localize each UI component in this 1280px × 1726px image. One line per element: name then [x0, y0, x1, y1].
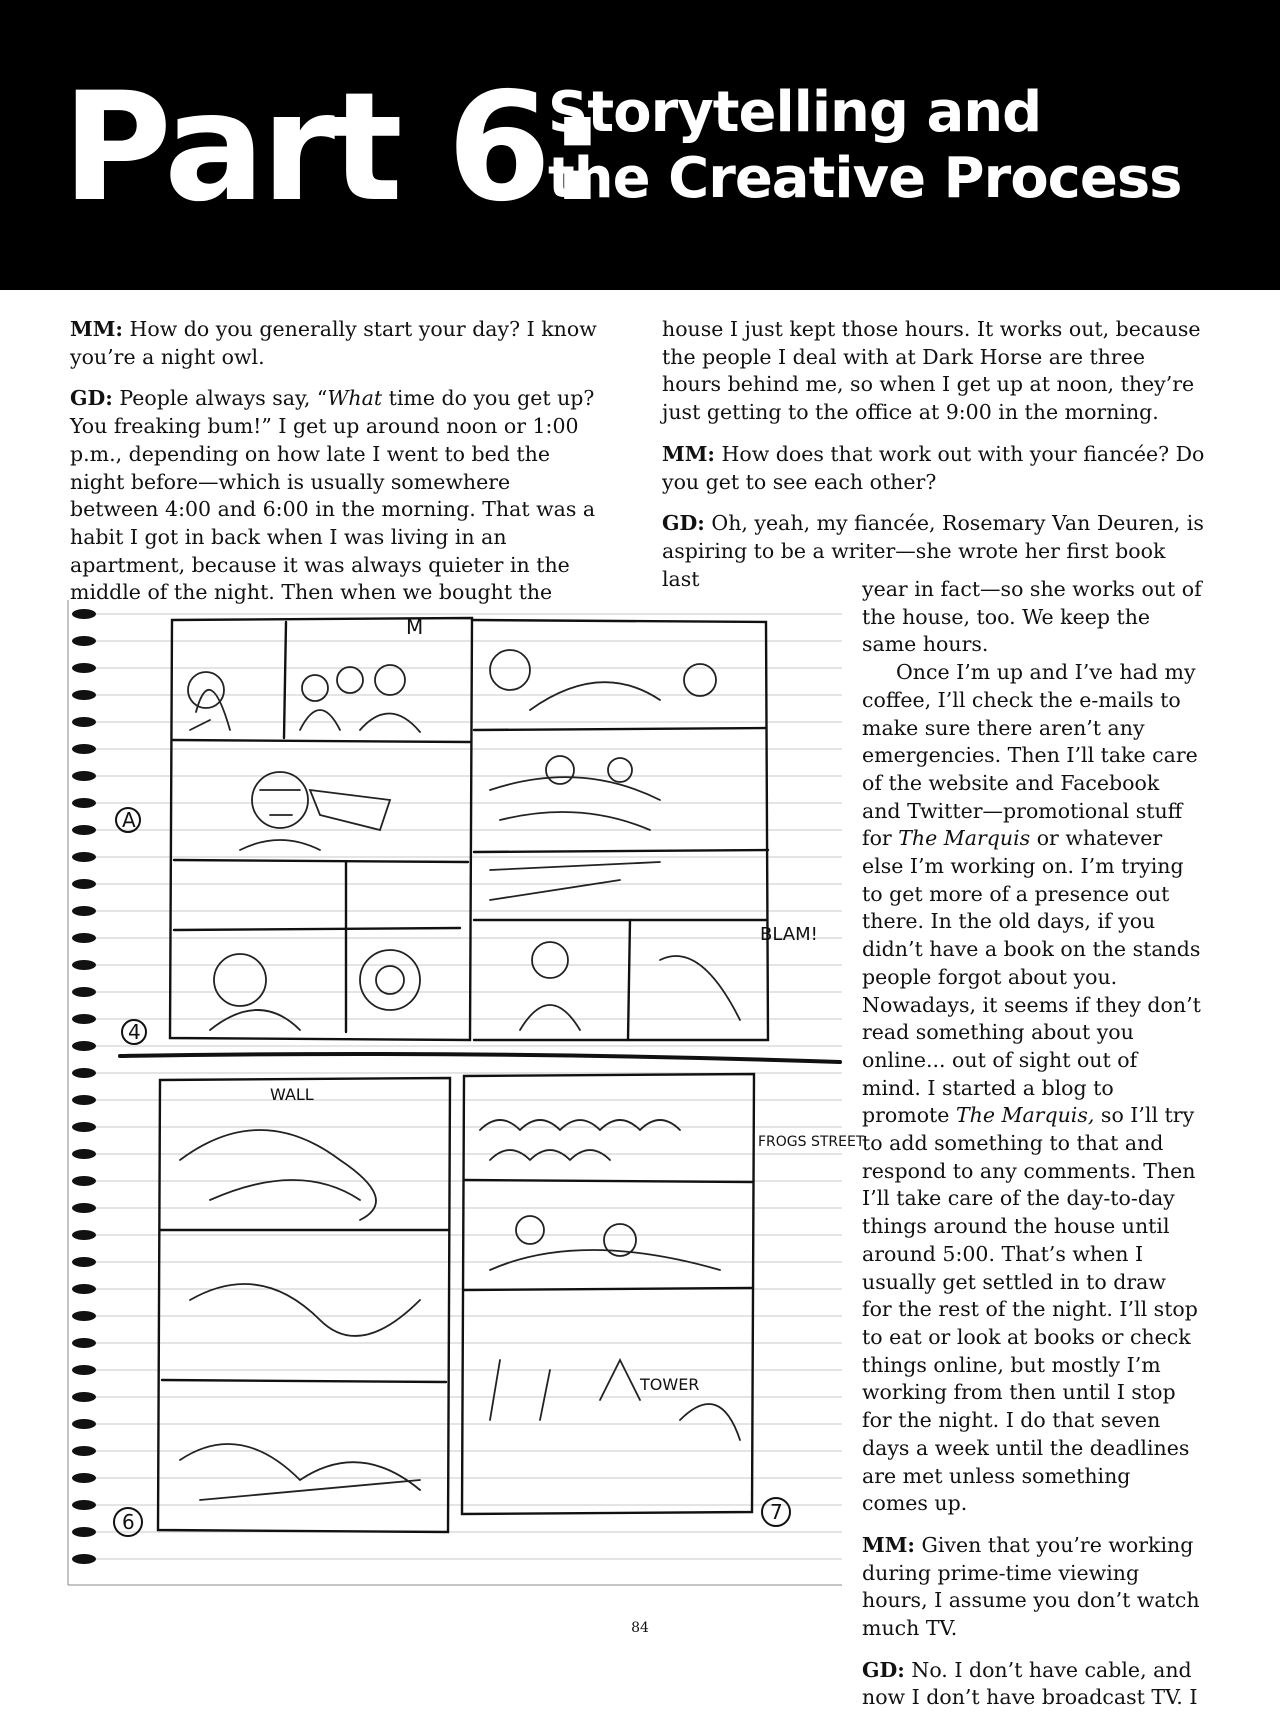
chapter-banner [0, 0, 1280, 290]
paragraph-text: How does that work out with your fiancée? Do you get to see each other? [662, 441, 1205, 494]
paragraph [662, 441, 1207, 496]
paragraph-text: house I just kept those hours. It works out, because the people I deal with at Dark Horse are three hours behind me, so when I get up at noon, they’re just getting to the office at 9:00 in the morning. [662, 317, 1201, 425]
chapter-title-line2: the Creative Process [548, 146, 1182, 211]
emphasis: What [327, 386, 383, 411]
paragraph [70, 316, 600, 371]
speaker-label: GD: [862, 1657, 905, 1682]
speaker-label: GD: [70, 386, 113, 411]
sketch-note-6: 6 [122, 1510, 135, 1534]
paragraph-text: Given that you’re working during prime-time viewing hours, I assume you don’t watch much TV. [862, 1532, 1200, 1641]
chapter-title-line1: Storytelling and [548, 80, 1042, 145]
sketch-note-frogs-street: FROGS STREET [758, 1134, 865, 1150]
paragraph-text: Oh, yeah, my fiancée, Rosemary Van Deuren, is aspiring to be a writer—she wrote her first book last [662, 511, 1204, 591]
sketch-note-blam: BLAM! [760, 924, 818, 945]
paragraph-text: No. I don’t have cable, and now I don’t have broadcast TV. I [862, 1657, 1198, 1710]
speaker-label: MM: [70, 317, 123, 341]
sketch-note-wall: WALL [270, 1085, 314, 1104]
paragraph [70, 385, 600, 607]
paragraph-text: year in fact—so she works out of the house, too. We keep the same hours. [862, 577, 1202, 657]
speaker-label: GD: [662, 511, 705, 536]
chapter-title [548, 80, 1182, 212]
paragraph [862, 659, 1202, 1518]
paragraph [862, 1657, 1202, 1712]
text-column-right-bottom [862, 576, 1202, 1726]
notebook-ruled-lines [80, 614, 842, 1559]
paragraph-text: so I’ll try to add something to that and respond to any comments. Then I’ll take care of the day-to-day things around the house until around 5:00. That’s when I usually get settled in to draw for the rest of the night. I’ll stop to eat or look at books or check things online, but mostly I’m working from then until I stop for the night. I do that seven days a week until the deadlines are met unless something comes up. [862, 1103, 1198, 1516]
paragraph-text: or whatever else I’m working on. I’m trying to get more of a presence out there. In the old days, if you didn’t have a book on the stands people forgot about you. Nowadays, it seems if they don’t read something about you online... out of sight out of mind. I started a blog to promote [862, 826, 1201, 1128]
paragraph-text: time do you get up? You freaking bum!” I get up around noon or 1:00 p.m., depending on how late I went to bed the night before—which is usually somewhere between 4:00 and 6:00 in the morning. That was a habit I got in back when I was living in an apartment, because it was always quieter in the middle of the night. Then when we bought the [70, 386, 596, 605]
paragraph-text: Once I’m up and I’ve had my coffee, I’ll check the e-mails to make sure there aren’t any emergencies. Then I’ll take care of the website and Facebook and Twitter—promotional stuff for [862, 660, 1198, 851]
paragraph-text: People always say, “ [119, 386, 328, 411]
paragraph [662, 316, 1207, 427]
emphasis: The Marquis [898, 826, 1031, 851]
page-top-sketch [120, 618, 840, 1062]
page-bottom-sketch [158, 1074, 754, 1532]
sketch-note-m: M [406, 615, 424, 639]
spiral-binding [72, 609, 96, 1564]
sketch-note-7: 7 [770, 1500, 783, 1524]
paragraph [862, 576, 1202, 659]
text-column-right-top [662, 316, 1207, 593]
page-number: 84 [631, 1620, 649, 1636]
text-column-left [70, 316, 600, 621]
emphasis: The Marquis, [955, 1103, 1095, 1128]
speaker-label: MM: [662, 441, 715, 466]
thumbnail-sketch-notebook [60, 600, 865, 1600]
paragraph-text: How do you generally start your day? I know you’re a night owl. [70, 317, 597, 369]
sketch-note-tower: TOWER [640, 1375, 700, 1394]
part-number: Part 6: [62, 61, 604, 235]
sketch-note-4: 4 [128, 1020, 141, 1044]
sketch-note-a: A [122, 808, 136, 832]
speaker-label: MM: [862, 1532, 915, 1557]
